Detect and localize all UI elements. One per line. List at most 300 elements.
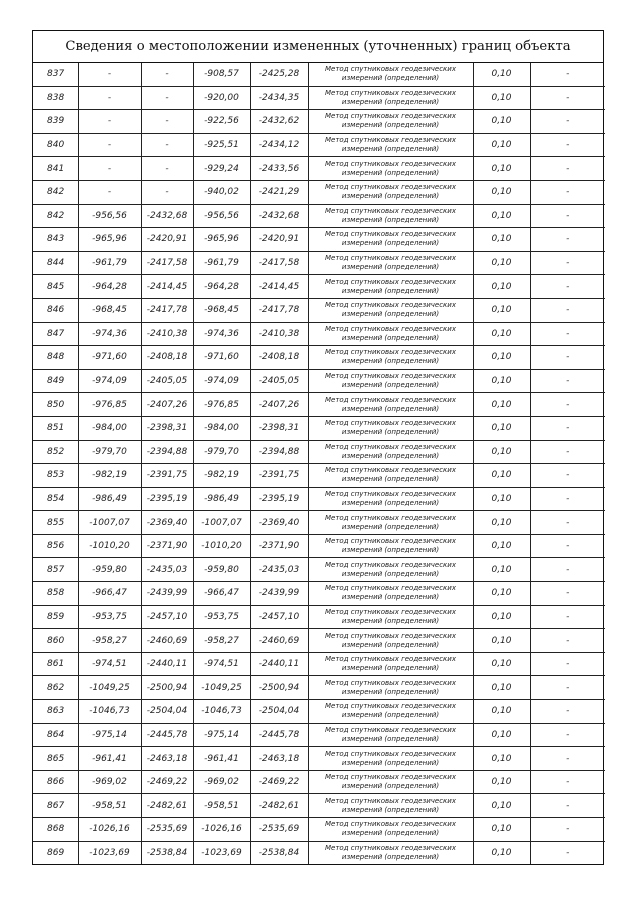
- table-row: [33, 322, 605, 346]
- table-row: [33, 298, 605, 322]
- note-cell: -: [530, 818, 605, 842]
- point-number-cell: 849: [33, 369, 78, 393]
- updated-x-cell: -969,02: [193, 770, 250, 794]
- existing-x-cell: -974,09: [78, 369, 141, 393]
- existing-y-cell: -2408,18: [141, 346, 193, 370]
- point-number-cell: 853: [33, 464, 78, 488]
- table-row: [33, 582, 605, 606]
- method-line-2: измерений (определений): [341, 782, 440, 791]
- point-number-cell: 866: [33, 770, 78, 794]
- method-line-2: измерений (определений): [341, 569, 440, 578]
- accuracy-cell: 0,10: [473, 605, 530, 629]
- existing-x-cell: -1046,73: [78, 700, 141, 724]
- point-number-cell: 859: [33, 605, 78, 629]
- method-cell: [308, 723, 473, 747]
- method-cell: [308, 534, 473, 558]
- updated-y-cell: -2417,58: [250, 251, 308, 275]
- note-cell: -: [530, 393, 605, 417]
- note-cell: -: [530, 322, 605, 346]
- method-line-2: измерений (определений): [341, 616, 440, 625]
- method-cell: [308, 251, 473, 275]
- accuracy-cell: 0,10: [473, 652, 530, 676]
- method-cell: [308, 369, 473, 393]
- existing-y-cell: -: [141, 63, 193, 86]
- point-number-cell: 837: [33, 63, 78, 86]
- note-cell: -: [530, 440, 605, 464]
- method-line-2: измерений (определений): [341, 546, 440, 555]
- method-line-2: измерений (определений): [341, 687, 440, 696]
- accuracy-cell: 0,10: [473, 63, 530, 86]
- note-cell: -: [530, 723, 605, 747]
- table-body: [33, 63, 605, 864]
- updated-y-cell: -2434,12: [250, 133, 308, 157]
- existing-x-cell: -971,60: [78, 346, 141, 370]
- accuracy-cell: 0,10: [473, 157, 530, 181]
- existing-y-cell: -2538,84: [141, 841, 193, 864]
- updated-x-cell: -974,09: [193, 369, 250, 393]
- existing-y-cell: -: [141, 180, 193, 204]
- existing-y-cell: -2432,68: [141, 204, 193, 228]
- updated-x-cell: -1026,16: [193, 818, 250, 842]
- method-line-1: Метод спутниковых геодезических: [325, 584, 456, 593]
- point-number-cell: 856: [33, 534, 78, 558]
- updated-x-cell: -961,79: [193, 251, 250, 275]
- method-cell: [308, 204, 473, 228]
- method-line-1: Метод спутниковых геодезических: [325, 725, 456, 734]
- updated-x-cell: -964,28: [193, 275, 250, 299]
- method-cell: [308, 582, 473, 606]
- note-cell: -: [530, 369, 605, 393]
- method-line-1: Метод спутниковых геодезических: [325, 301, 456, 310]
- accuracy-cell: 0,10: [473, 723, 530, 747]
- note-cell: -: [530, 747, 605, 771]
- table-row: [33, 464, 605, 488]
- method-line-2: измерений (определений): [341, 215, 440, 224]
- table-row: [33, 346, 605, 370]
- note-cell: -: [530, 228, 605, 252]
- table-row: [33, 511, 605, 535]
- existing-x-cell: -: [78, 157, 141, 181]
- boundary-table-sheet: [32, 30, 604, 865]
- existing-y-cell: -2391,75: [141, 464, 193, 488]
- existing-y-cell: -2482,61: [141, 794, 193, 818]
- point-number-cell: 842: [33, 204, 78, 228]
- accuracy-cell: 0,10: [473, 110, 530, 134]
- method-line-2: измерений (определений): [341, 333, 440, 342]
- accuracy-cell: 0,10: [473, 464, 530, 488]
- method-cell: [308, 605, 473, 629]
- updated-y-cell: -2408,18: [250, 346, 308, 370]
- method-line-2: измерений (определений): [341, 74, 440, 83]
- existing-x-cell: -984,00: [78, 416, 141, 440]
- point-number-cell: 844: [33, 251, 78, 275]
- updated-y-cell: -2407,26: [250, 393, 308, 417]
- table-row: [33, 841, 605, 864]
- existing-y-cell: -2420,91: [141, 228, 193, 252]
- existing-y-cell: -2435,03: [141, 558, 193, 582]
- existing-x-cell: -964,28: [78, 275, 141, 299]
- method-cell: [308, 393, 473, 417]
- updated-y-cell: -2457,10: [250, 605, 308, 629]
- table-row: [33, 63, 605, 86]
- updated-y-cell: -2369,40: [250, 511, 308, 535]
- existing-y-cell: -2463,18: [141, 747, 193, 771]
- updated-y-cell: -2435,03: [250, 558, 308, 582]
- table-row: [33, 676, 605, 700]
- updated-y-cell: -2482,61: [250, 794, 308, 818]
- point-number-cell: 848: [33, 346, 78, 370]
- updated-y-cell: -2504,04: [250, 700, 308, 724]
- updated-x-cell: -979,70: [193, 440, 250, 464]
- method-line-2: измерений (определений): [341, 805, 440, 814]
- updated-y-cell: -2434,35: [250, 86, 308, 110]
- point-number-cell: 846: [33, 298, 78, 322]
- existing-x-cell: -: [78, 86, 141, 110]
- table-row: [33, 440, 605, 464]
- table-row: [33, 700, 605, 724]
- existing-x-cell: -956,56: [78, 204, 141, 228]
- existing-y-cell: -2407,26: [141, 393, 193, 417]
- point-number-cell: 857: [33, 558, 78, 582]
- updated-x-cell: -922,56: [193, 110, 250, 134]
- table-row: [33, 629, 605, 653]
- table-row: [33, 369, 605, 393]
- existing-x-cell: -958,51: [78, 794, 141, 818]
- updated-x-cell: -1046,73: [193, 700, 250, 724]
- note-cell: -: [530, 841, 605, 864]
- updated-y-cell: -2410,38: [250, 322, 308, 346]
- accuracy-cell: 0,10: [473, 770, 530, 794]
- note-cell: -: [530, 251, 605, 275]
- method-cell: [308, 63, 473, 86]
- point-number-cell: 847: [33, 322, 78, 346]
- method-cell: [308, 841, 473, 864]
- existing-x-cell: -976,85: [78, 393, 141, 417]
- updated-x-cell: -974,51: [193, 652, 250, 676]
- updated-x-cell: -940,02: [193, 180, 250, 204]
- method-line-1: Метод спутниковых геодезических: [325, 537, 456, 546]
- updated-x-cell: -974,36: [193, 322, 250, 346]
- method-line-2: измерений (определений): [341, 310, 440, 319]
- point-number-cell: 845: [33, 275, 78, 299]
- existing-y-cell: -2414,45: [141, 275, 193, 299]
- method-line-1: Метод спутниковых геодезических: [325, 230, 456, 239]
- accuracy-cell: 0,10: [473, 534, 530, 558]
- updated-y-cell: -2421,29: [250, 180, 308, 204]
- method-line-2: измерений (определений): [341, 239, 440, 248]
- existing-y-cell: -2405,05: [141, 369, 193, 393]
- updated-y-cell: -2420,91: [250, 228, 308, 252]
- table-row: [33, 558, 605, 582]
- table-row: [33, 652, 605, 676]
- method-cell: [308, 228, 473, 252]
- method-cell: [308, 464, 473, 488]
- table-row: [33, 393, 605, 417]
- method-line-2: измерений (определений): [341, 451, 440, 460]
- updated-y-cell: -2440,11: [250, 652, 308, 676]
- accuracy-cell: 0,10: [473, 298, 530, 322]
- existing-x-cell: -: [78, 63, 141, 86]
- updated-y-cell: -2432,62: [250, 110, 308, 134]
- note-cell: -: [530, 700, 605, 724]
- method-line-1: Метод спутниковых геодезических: [325, 372, 456, 381]
- method-line-1: Метод спутниковых геодезических: [325, 773, 456, 782]
- existing-x-cell: -974,51: [78, 652, 141, 676]
- point-number-cell: 855: [33, 511, 78, 535]
- existing-x-cell: -959,80: [78, 558, 141, 582]
- accuracy-cell: 0,10: [473, 487, 530, 511]
- note-cell: -: [530, 110, 605, 134]
- method-line-2: измерений (определений): [341, 640, 440, 649]
- updated-x-cell: -984,00: [193, 416, 250, 440]
- point-number-cell: 869: [33, 841, 78, 864]
- accuracy-cell: 0,10: [473, 582, 530, 606]
- note-cell: -: [530, 204, 605, 228]
- method-line-1: Метод спутниковых геодезических: [325, 136, 456, 145]
- point-number-cell: 843: [33, 228, 78, 252]
- point-number-cell: 841: [33, 157, 78, 181]
- existing-y-cell: -2410,38: [141, 322, 193, 346]
- updated-x-cell: -1010,20: [193, 534, 250, 558]
- existing-x-cell: -979,70: [78, 440, 141, 464]
- table-row: [33, 133, 605, 157]
- existing-x-cell: -1026,16: [78, 818, 141, 842]
- method-line-2: измерений (определений): [341, 192, 440, 201]
- method-cell: [308, 157, 473, 181]
- existing-x-cell: -958,27: [78, 629, 141, 653]
- updated-x-cell: -1023,69: [193, 841, 250, 864]
- point-number-cell: 839: [33, 110, 78, 134]
- method-line-2: измерений (определений): [341, 286, 440, 295]
- method-line-2: измерений (определений): [341, 475, 440, 484]
- note-cell: -: [530, 605, 605, 629]
- note-cell: -: [530, 180, 605, 204]
- method-cell: [308, 275, 473, 299]
- coordinates-table: [33, 63, 605, 864]
- updated-y-cell: -2460,69: [250, 629, 308, 653]
- method-cell: [308, 346, 473, 370]
- note-cell: -: [530, 416, 605, 440]
- method-line-1: Метод спутниковых геодезических: [325, 796, 456, 805]
- note-cell: -: [530, 511, 605, 535]
- point-number-cell: 865: [33, 747, 78, 771]
- updated-x-cell: -976,85: [193, 393, 250, 417]
- note-cell: -: [530, 63, 605, 86]
- accuracy-cell: 0,10: [473, 133, 530, 157]
- point-number-cell: 864: [33, 723, 78, 747]
- method-line-2: измерений (определений): [341, 734, 440, 743]
- table-row: [33, 794, 605, 818]
- note-cell: -: [530, 86, 605, 110]
- accuracy-cell: 0,10: [473, 251, 530, 275]
- point-number-cell: 860: [33, 629, 78, 653]
- method-cell: [308, 110, 473, 134]
- note-cell: -: [530, 582, 605, 606]
- updated-x-cell: -929,24: [193, 157, 250, 181]
- note-cell: -: [530, 346, 605, 370]
- method-cell: [308, 818, 473, 842]
- updated-y-cell: -2414,45: [250, 275, 308, 299]
- table-row: [33, 275, 605, 299]
- table-row: [33, 180, 605, 204]
- method-line-1: Метод спутниковых геодезических: [325, 65, 456, 74]
- updated-x-cell: -968,45: [193, 298, 250, 322]
- method-line-1: Метод спутниковых геодезических: [325, 112, 456, 121]
- note-cell: -: [530, 534, 605, 558]
- method-line-1: Метод спутниковых геодезических: [325, 348, 456, 357]
- method-line-2: измерений (определений): [341, 97, 440, 106]
- method-line-1: Метод спутниковых геодезических: [325, 702, 456, 711]
- method-line-2: измерений (определений): [341, 121, 440, 130]
- updated-x-cell: -965,96: [193, 228, 250, 252]
- method-line-1: Метод спутниковых геодезических: [325, 489, 456, 498]
- updated-x-cell: -956,56: [193, 204, 250, 228]
- accuracy-cell: 0,10: [473, 794, 530, 818]
- existing-y-cell: -2439,99: [141, 582, 193, 606]
- existing-x-cell: -986,49: [78, 487, 141, 511]
- updated-x-cell: -975,14: [193, 723, 250, 747]
- updated-y-cell: -2469,22: [250, 770, 308, 794]
- updated-y-cell: -2405,05: [250, 369, 308, 393]
- method-cell: [308, 487, 473, 511]
- existing-y-cell: -2417,78: [141, 298, 193, 322]
- method-line-1: Метод спутниковых геодезических: [325, 395, 456, 404]
- point-number-cell: 852: [33, 440, 78, 464]
- existing-x-cell: -: [78, 133, 141, 157]
- method-line-1: Метод спутниковых геодезических: [325, 560, 456, 569]
- method-line-1: Метод спутниковых геодезических: [325, 442, 456, 451]
- point-number-cell: 868: [33, 818, 78, 842]
- table-row: [33, 204, 605, 228]
- accuracy-cell: 0,10: [473, 747, 530, 771]
- updated-y-cell: -2391,75: [250, 464, 308, 488]
- updated-y-cell: -2417,78: [250, 298, 308, 322]
- method-cell: [308, 180, 473, 204]
- accuracy-cell: 0,10: [473, 275, 530, 299]
- method-line-2: измерений (определений): [341, 498, 440, 507]
- existing-x-cell: -953,75: [78, 605, 141, 629]
- method-line-1: Метод спутниковых геодезических: [325, 843, 456, 852]
- note-cell: -: [530, 770, 605, 794]
- updated-x-cell: -958,27: [193, 629, 250, 653]
- method-line-1: Метод спутниковых геодезических: [325, 655, 456, 664]
- existing-x-cell: -968,45: [78, 298, 141, 322]
- table-row: [33, 416, 605, 440]
- point-number-cell: 842: [33, 180, 78, 204]
- table-row: [33, 534, 605, 558]
- table-row: [33, 747, 605, 771]
- updated-y-cell: -2463,18: [250, 747, 308, 771]
- method-line-1: Метод спутниковых геодезических: [325, 607, 456, 616]
- updated-x-cell: -986,49: [193, 487, 250, 511]
- accuracy-cell: 0,10: [473, 228, 530, 252]
- method-line-1: Метод спутниковых геодезических: [325, 678, 456, 687]
- accuracy-cell: 0,10: [473, 676, 530, 700]
- existing-x-cell: -: [78, 110, 141, 134]
- method-cell: [308, 700, 473, 724]
- existing-y-cell: -2457,10: [141, 605, 193, 629]
- method-line-1: Метод спутниковых геодезических: [325, 466, 456, 475]
- method-line-2: измерений (определений): [341, 404, 440, 413]
- accuracy-cell: 0,10: [473, 416, 530, 440]
- method-line-1: Метод спутниковых геодезических: [325, 820, 456, 829]
- updated-x-cell: -925,51: [193, 133, 250, 157]
- updated-y-cell: -2500,94: [250, 676, 308, 700]
- accuracy-cell: 0,10: [473, 440, 530, 464]
- point-number-cell: 863: [33, 700, 78, 724]
- existing-x-cell: -961,41: [78, 747, 141, 771]
- method-cell: [308, 652, 473, 676]
- method-cell: [308, 298, 473, 322]
- updated-y-cell: -2371,90: [250, 534, 308, 558]
- existing-y-cell: -2395,19: [141, 487, 193, 511]
- updated-x-cell: -966,47: [193, 582, 250, 606]
- method-line-2: измерений (определений): [341, 168, 440, 177]
- method-line-1: Метод спутниковых геодезических: [325, 277, 456, 286]
- existing-y-cell: -: [141, 86, 193, 110]
- existing-x-cell: -965,96: [78, 228, 141, 252]
- method-line-2: измерений (определений): [341, 522, 440, 531]
- method-cell: [308, 770, 473, 794]
- updated-x-cell: -959,80: [193, 558, 250, 582]
- method-cell: [308, 322, 473, 346]
- updated-y-cell: -2395,19: [250, 487, 308, 511]
- method-line-2: измерений (определений): [341, 145, 440, 154]
- accuracy-cell: 0,10: [473, 86, 530, 110]
- updated-x-cell: -971,60: [193, 346, 250, 370]
- updated-y-cell: -2538,84: [250, 841, 308, 864]
- updated-y-cell: -2445,78: [250, 723, 308, 747]
- note-cell: -: [530, 298, 605, 322]
- existing-y-cell: -: [141, 133, 193, 157]
- point-number-cell: 850: [33, 393, 78, 417]
- point-number-cell: 840: [33, 133, 78, 157]
- accuracy-cell: 0,10: [473, 322, 530, 346]
- existing-y-cell: -: [141, 110, 193, 134]
- existing-y-cell: -2398,31: [141, 416, 193, 440]
- method-cell: [308, 558, 473, 582]
- note-cell: -: [530, 629, 605, 653]
- existing-x-cell: -1049,25: [78, 676, 141, 700]
- note-cell: -: [530, 558, 605, 582]
- accuracy-cell: 0,10: [473, 393, 530, 417]
- method-line-2: измерений (определений): [341, 852, 440, 861]
- existing-y-cell: -2369,40: [141, 511, 193, 535]
- existing-y-cell: -2504,04: [141, 700, 193, 724]
- method-line-1: Метод спутниковых геодезических: [325, 513, 456, 522]
- point-number-cell: 867: [33, 794, 78, 818]
- updated-x-cell: -953,75: [193, 605, 250, 629]
- table-row: [33, 228, 605, 252]
- method-line-1: Метод спутниковых геодезических: [325, 254, 456, 263]
- table-row: [33, 487, 605, 511]
- method-line-1: Метод спутниковых геодезических: [325, 206, 456, 215]
- point-number-cell: 854: [33, 487, 78, 511]
- method-cell: [308, 794, 473, 818]
- existing-x-cell: -966,47: [78, 582, 141, 606]
- table-title: Сведения о местоположении измененных (уточненных) границ объекта: [33, 31, 603, 63]
- table-row: [33, 605, 605, 629]
- accuracy-cell: 0,10: [473, 818, 530, 842]
- method-line-1: Метод спутниковых геодезических: [325, 88, 456, 97]
- method-line-2: измерений (определений): [341, 381, 440, 390]
- existing-y-cell: -2417,58: [141, 251, 193, 275]
- table-row: [33, 723, 605, 747]
- note-cell: -: [530, 157, 605, 181]
- updated-x-cell: -1007,07: [193, 511, 250, 535]
- accuracy-cell: 0,10: [473, 841, 530, 864]
- method-line-2: измерений (определений): [341, 711, 440, 720]
